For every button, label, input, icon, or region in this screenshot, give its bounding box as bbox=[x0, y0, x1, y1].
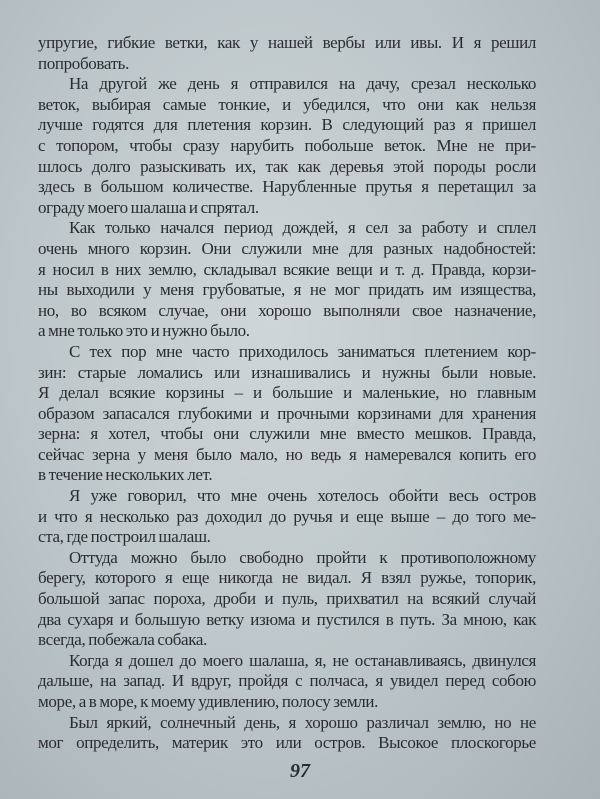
paragraph bbox=[38, 548, 536, 651]
paragraph bbox=[38, 74, 536, 218]
text-line: всегда, побежала собака. bbox=[38, 630, 207, 650]
text-line: и что я несколько раз доходил до ручья и еще выше – до того ме- bbox=[38, 506, 536, 526]
text-line: Оттуда можно было свободно пройти к противоположному bbox=[69, 547, 536, 567]
text-line: но, во всяком случае, они хорошо выполняли свое назначение, bbox=[38, 300, 536, 320]
text-line: ста, где построил шалаш. bbox=[38, 527, 211, 547]
text-line: Я уже говорил, что мне очень хотелось обойти весь остров bbox=[69, 486, 536, 506]
text-line: с топором, чтобы сразу нарубить побольше веток. Мне не при- bbox=[38, 135, 536, 155]
text-line: С тех пор мне часто приходилось заниматься плетением кор- bbox=[69, 341, 536, 361]
text-line: два сухаря и большую ветку изюма и пустился в путь. За мною, как bbox=[38, 609, 536, 629]
text-line: ны выходили у меня грубоватые, я не мог придать им изящества, bbox=[38, 280, 536, 300]
book-page-text bbox=[38, 33, 536, 754]
text-line: здесь в большом количестве. Нарубленные прутья я перетащил за bbox=[38, 177, 536, 197]
text-line: лучше годятся для плетения корзин. В следующий раз я пришел bbox=[38, 115, 536, 135]
text-line: Я делал всякие корзины – и большие и маленькие, но главным bbox=[38, 383, 536, 403]
text-line: Как только начался период дождей, я сел за работу и сплел bbox=[69, 218, 536, 238]
text-line: я носил в них землю, складывал всякие вещи и т. д. Правда, корзи- bbox=[38, 259, 536, 279]
text-line: а мне только это и нужно было. bbox=[38, 321, 250, 341]
text-line: шлось долго разыскивать их, так как деревья этой породы росли bbox=[38, 156, 536, 176]
text-line: веток, выбирая самые тонкие, и убедился, что они как нельзя bbox=[38, 94, 536, 114]
text-line: сейчас зерна у меня было мало, но ведь я намеревался копить его bbox=[38, 444, 536, 464]
text-line: Был яркий, солнечный день, я хорошо различал землю, но не bbox=[69, 712, 536, 732]
paragraph bbox=[38, 342, 536, 486]
paragraph bbox=[38, 486, 536, 548]
text-line: зерна: я хотел, чтобы они служили мне вместо мешков. Правда, bbox=[38, 424, 536, 444]
text-line: образом запасался глубокими и прочными корзинами для хранения bbox=[38, 403, 536, 423]
text-line: берегу, которого я еще никогда не видал. Я взял ружье, топорик, bbox=[38, 568, 536, 588]
text-line: ограду моего шалаша и спрятал. bbox=[38, 197, 259, 217]
text-line: мог определить, материк это или остров. Высокое плоскогорье bbox=[38, 733, 536, 753]
text-line: упругие, гибкие ветки, как у нашей вербы или ивы. И я решил bbox=[38, 33, 536, 52]
text-line: дальше, на запад. И вдруг, пройдя с полчаса, я увидел перед собою bbox=[38, 671, 536, 691]
text-line: зин: старые ломались или изнашивались и нужны были новые. bbox=[38, 362, 536, 382]
text-line: большой запас пороха, дроби и пуль, прихватил на всякий случай bbox=[38, 589, 536, 609]
text-line: очень много корзин. Они служили мне для разных надобностей: bbox=[38, 238, 536, 258]
paragraph bbox=[38, 713, 536, 754]
text-line: попробовать. bbox=[38, 53, 129, 73]
text-line: На другой же день я отправился на дачу, срезал несколько bbox=[69, 74, 536, 94]
text-line: море, а в море, к моему удивлению, полосу земли. bbox=[38, 692, 379, 711]
paragraph bbox=[38, 651, 536, 713]
paragraph bbox=[38, 218, 536, 342]
paragraph bbox=[38, 33, 536, 74]
page-number: 97 bbox=[290, 760, 310, 782]
text-line: в течение нескольких лет. bbox=[38, 465, 213, 485]
text-line: Когда я дошел до моего шалаша, я, не останавливаясь, двинулся bbox=[69, 650, 536, 670]
